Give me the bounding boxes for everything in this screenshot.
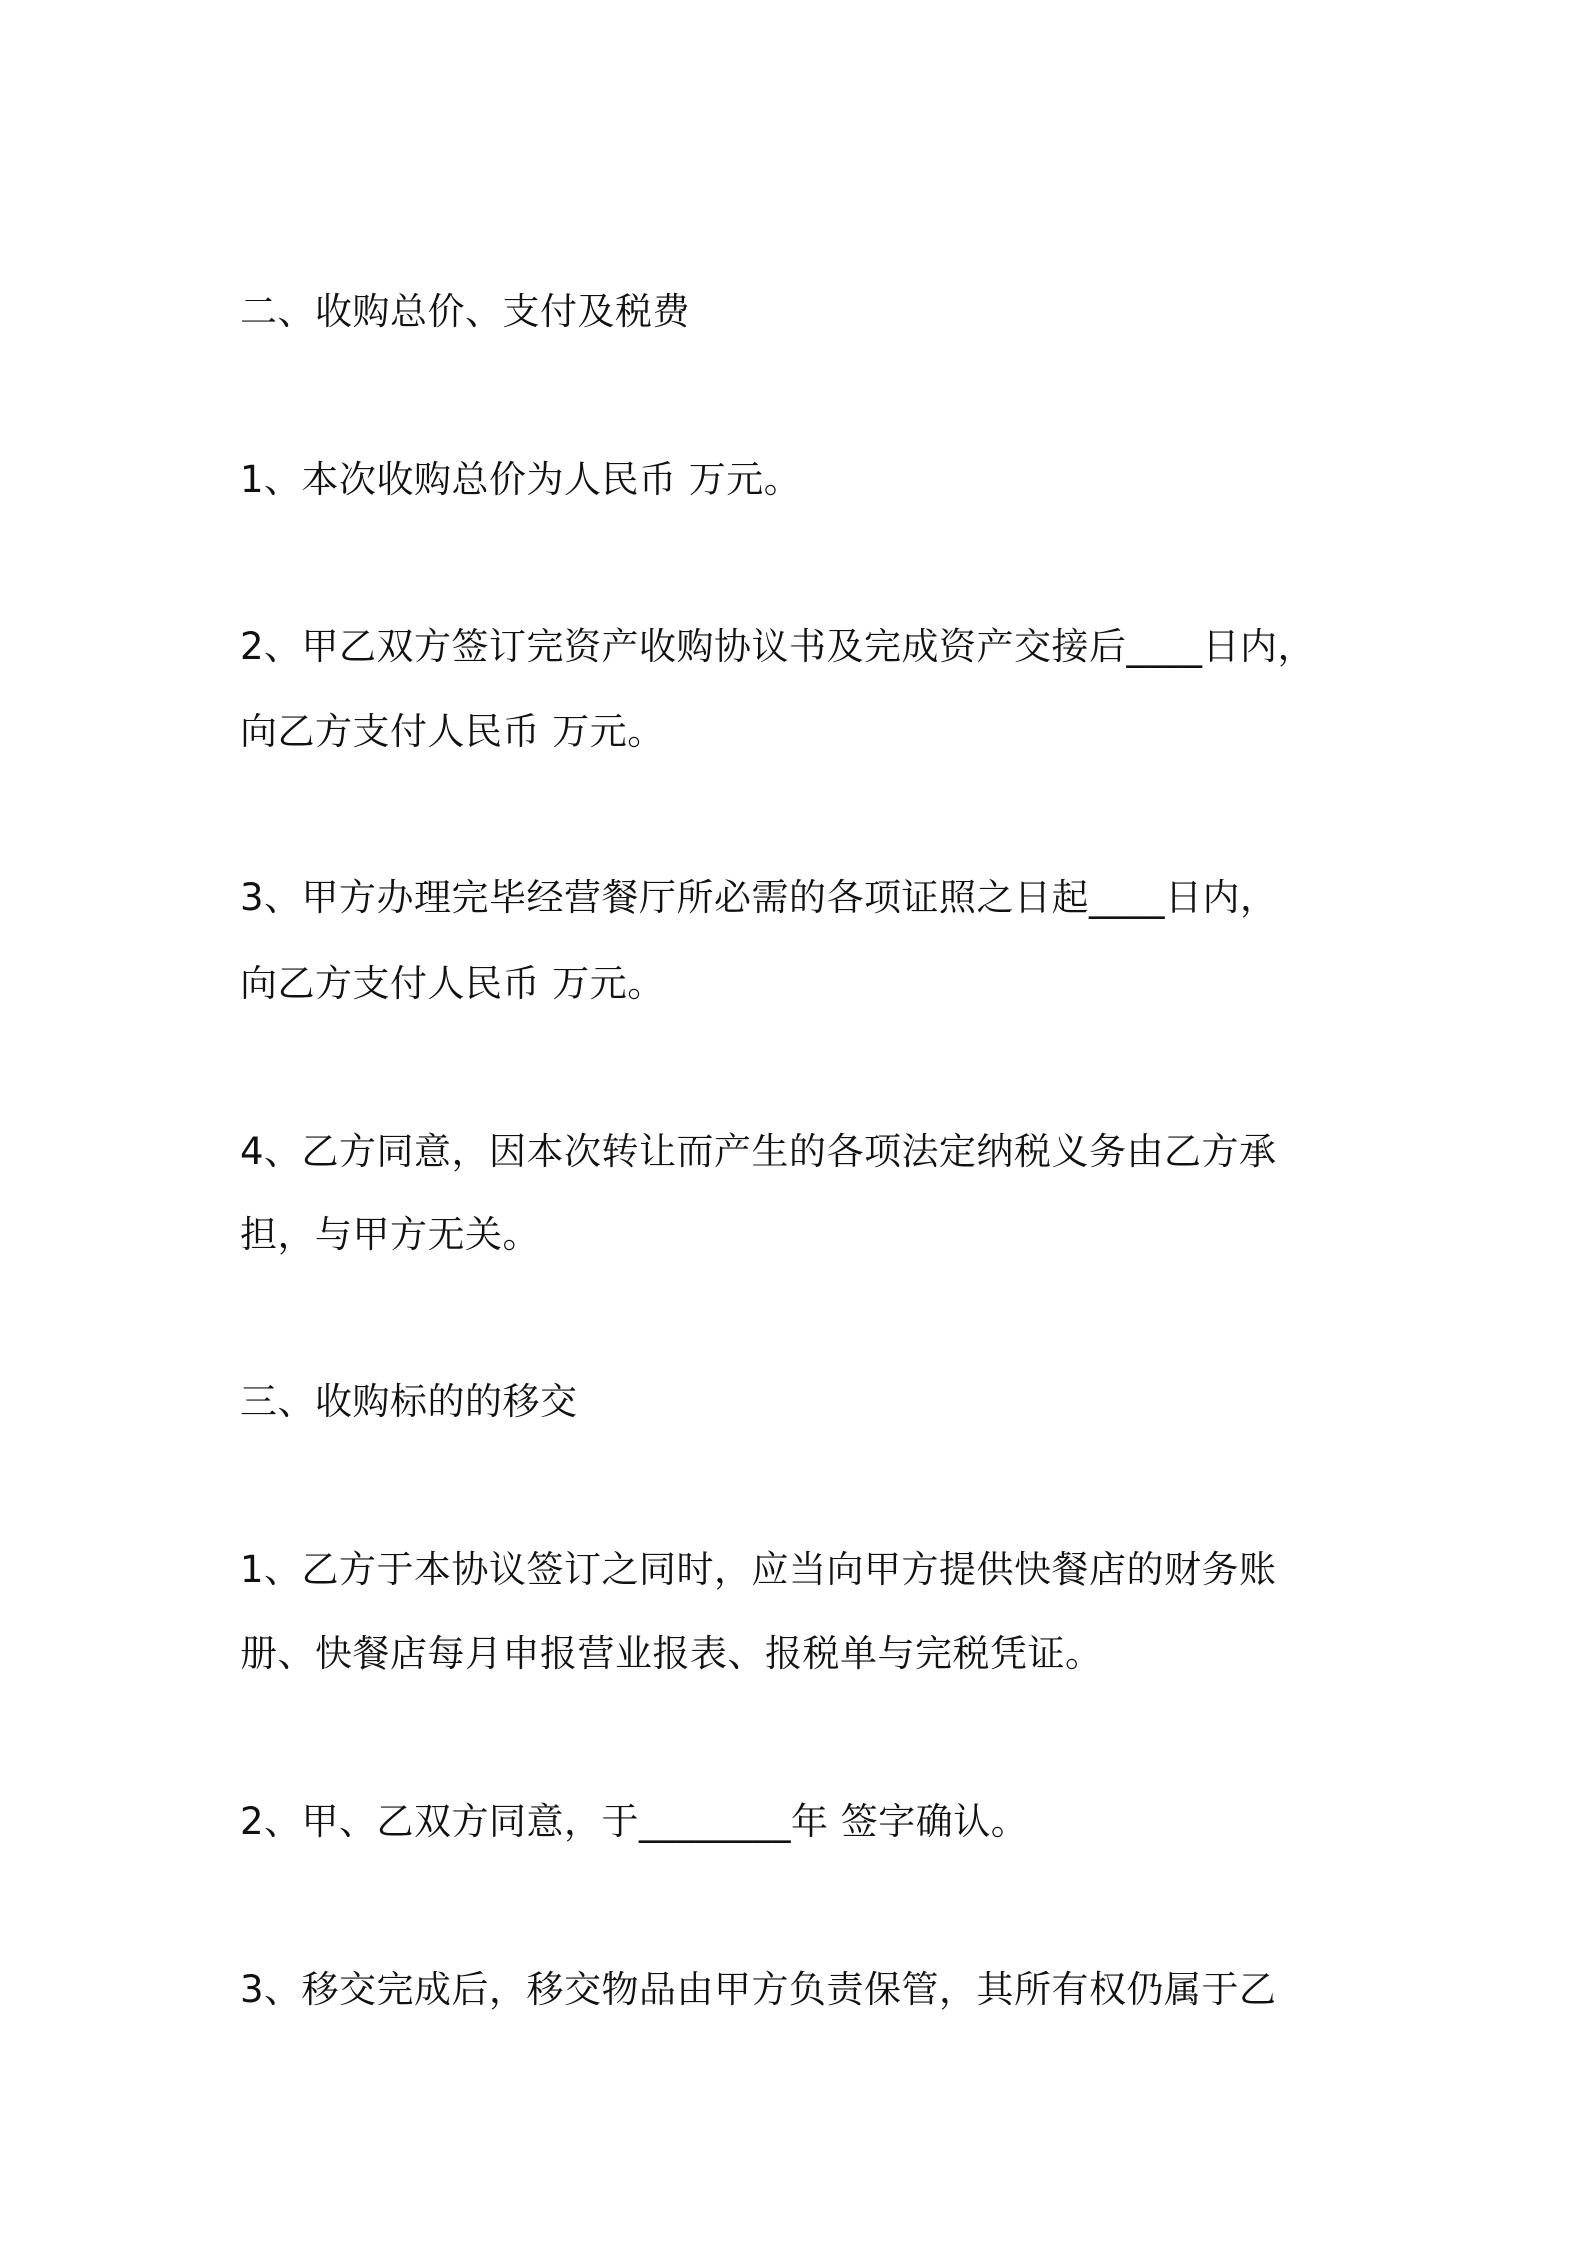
section-2-item-1: 1、本次收购总价为人民币 万元。	[240, 458, 802, 501]
section-3-item-1-line-2: 册、快餐店每月申报营业报表、报税单与完税凭证。	[240, 1632, 1103, 1675]
section-2-item-3-line-2: 向乙方支付人民币 万元。	[240, 962, 665, 1005]
section-2-item-4-line-1: 4、乙方同意，因本次转让而产生的各项法定纳税义务由乙方承	[240, 1130, 1277, 1173]
section-3-heading: 三、收购标的的移交	[240, 1380, 578, 1423]
section-2-item-3-line-1: 3、甲方办理完毕经营餐厅所必需的各项证照之日起____日内，	[240, 876, 1278, 919]
section-2-heading: 二、收购总价、支付及税费	[240, 290, 690, 333]
section-2-item-2-line-1: 2、甲乙双方签订完资产收购协议书及完成资产交接后____日内，	[240, 625, 1316, 668]
section-2-item-2-line-2: 向乙方支付人民币 万元。	[240, 710, 665, 753]
section-3-item-2: 2、甲、乙双方同意，于________年 签字确认。	[240, 1800, 1029, 1843]
section-3-item-1-line-1: 1、乙方于本协议签订之同时，应当向甲方提供快餐店的财务账	[240, 1548, 1277, 1591]
section-3-item-3-line-1: 3、移交完成后，移交物品由甲方负责保管，其所有权仍属于乙	[240, 1968, 1277, 2011]
section-2-item-4-line-2: 担，与甲方无关。	[240, 1213, 540, 1256]
